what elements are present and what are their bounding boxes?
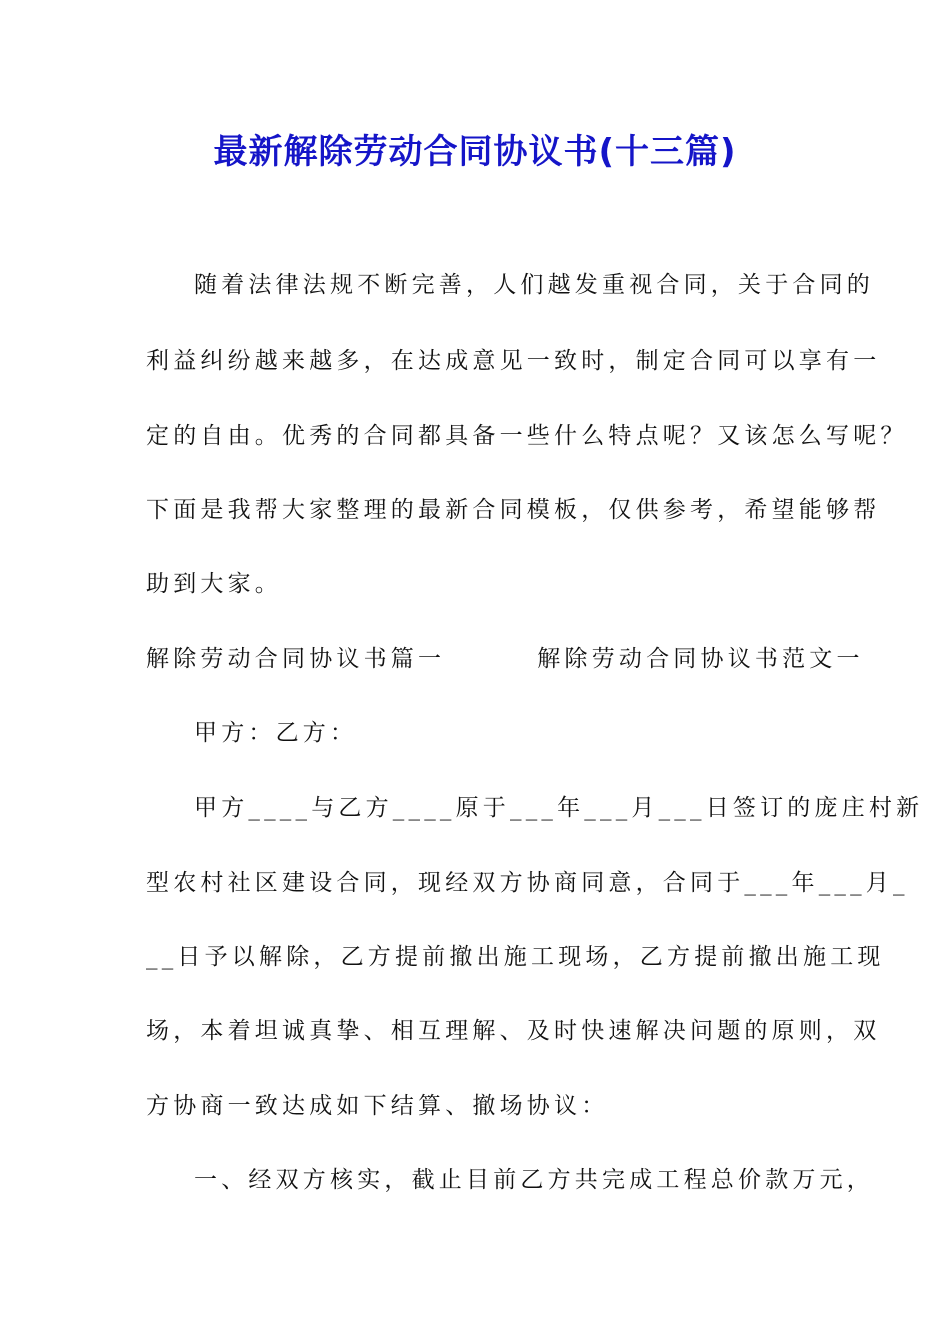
paragraph-line: __日予以解除，乙方提前撤出施工现场，乙方提前撤出施工现	[146, 944, 885, 970]
paragraph-line: 随着法律法规不断完善，人们越发重视合同，关于合同的	[194, 272, 874, 298]
paragraph-line: 利益纠纷越来越多，在达成意见一致时，制定合同可以享有一	[146, 348, 881, 374]
paragraph-line: 助到大家。	[146, 571, 282, 597]
paragraph-line: 定的自由。优秀的合同都具备一些什么特点呢？又该怎么写呢？	[146, 423, 908, 449]
document-title: 最新解除劳动合同协议书(十三篇)	[213, 132, 737, 172]
paragraph-line: 下面是我帮大家整理的最新合同模板，仅供参考，希望能够帮	[146, 497, 881, 523]
party-line: 甲方：乙方：	[194, 720, 358, 746]
paragraph-line: 一、经双方核实，截止目前乙方共完成工程总价款万元，	[194, 1167, 874, 1193]
paragraph-line: 方协商一致达成如下结算、撤场协议：	[146, 1093, 609, 1119]
paragraph-line: 场，本着坦诚真挚、相互理解、及时快速解决问题的原则，双	[146, 1018, 881, 1044]
paragraph-line: 型农村社区建设合同，现经双方协商同意，合同于___年___月_	[146, 870, 909, 896]
paragraph-line: 甲方____与乙方____原于___年___月___日签订的庞庄村新	[194, 795, 924, 821]
section-heading-line: 解除劳动合同协议书篇一 解除劳动合同协议书范文一	[146, 646, 864, 672]
